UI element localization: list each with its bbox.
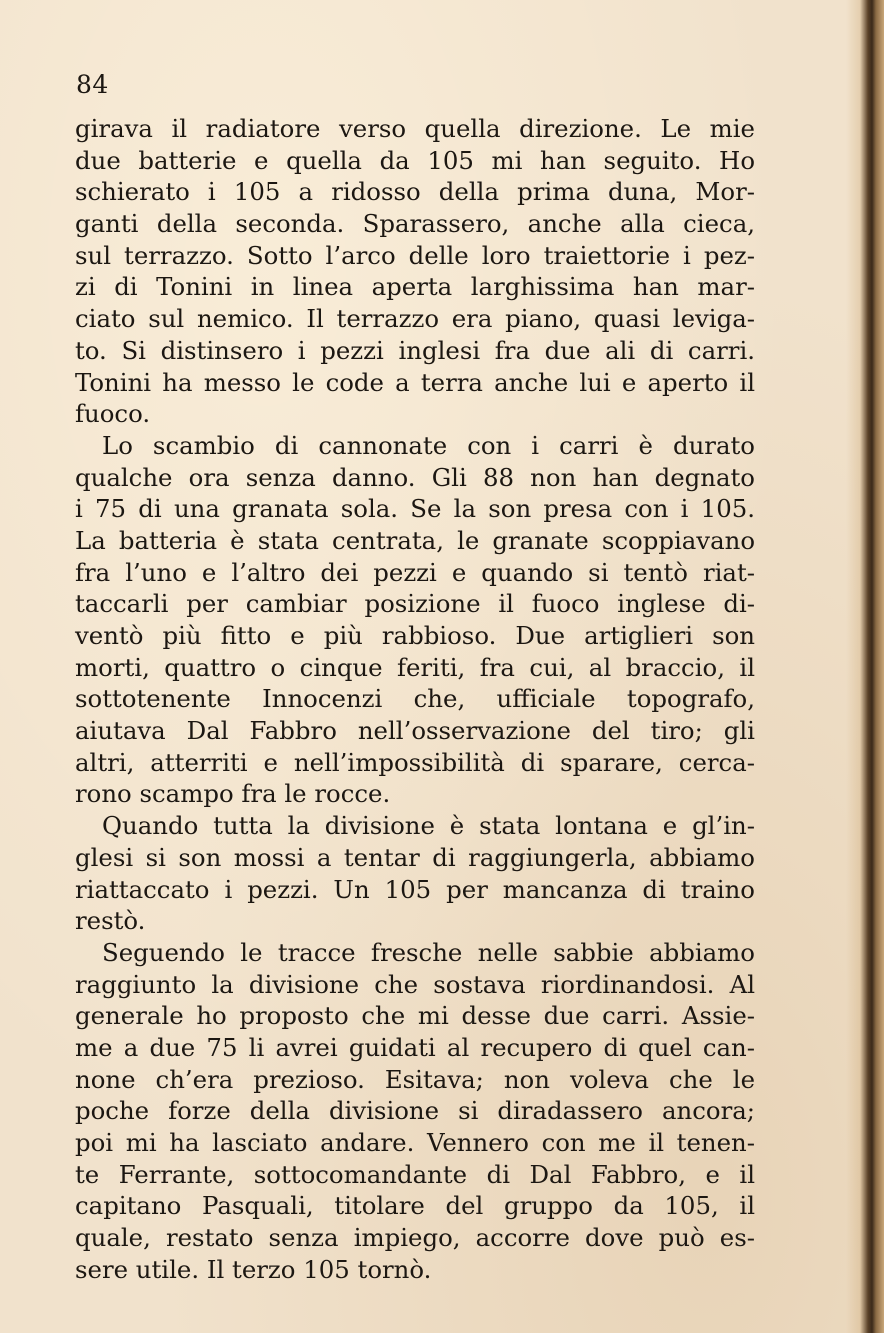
paragraph-start-line: Quando tutta la divisione è stata lontana e gl’in- <box>102 811 755 841</box>
text-line: i 75 di una granata sola. Se la son presa con i 105. <box>75 494 755 524</box>
text-line: capitano Pasquali, titolare del gruppo da 105, il <box>75 1191 755 1221</box>
text-line: poche forze della divisione si diradassero ancora; <box>75 1096 755 1126</box>
text-line: qualche ora senza danno. Gli 88 non han degnato <box>75 462 755 492</box>
paragraph-start-line: Seguendo le tracce fresche nelle sabbie abbiamo <box>102 937 755 967</box>
text-line: ciato sul nemico. Il terrazzo era piano, quasi leviga- <box>75 304 755 334</box>
text-line: girava il radiatore verso quella direzione. Le mie <box>75 114 755 143</box>
text-line: generale ho proposto che mi desse due carri. Assie- <box>75 1001 755 1031</box>
text-line: fra l’uno e l’altro dei pezzi e quando si tentò riat- <box>75 557 755 587</box>
text-line: sul terrazzo. Sotto l’arco delle loro traiettorie i pez- <box>75 240 755 270</box>
text-line: taccarli per cambiar posizione il fuoco inglese di- <box>75 589 755 619</box>
text-line: to. Si distinsero i pezzi inglesi fra due ali di carri. <box>75 335 755 365</box>
text-line: altri, atterriti e nell’impossibilità di sparare, cerca- <box>75 747 755 777</box>
text-line: Tonini ha messo le code a terra anche lui e aperto il <box>75 367 755 397</box>
text-line: aiutava Dal Fabbro nell’osservazione del tiro; gli <box>75 716 755 746</box>
page-number: 84 <box>76 70 109 99</box>
text-line: glesi si son mossi a tentar di raggiungerla, abbiamo <box>75 842 755 872</box>
text-line: none ch’era prezioso. Esitava; non voleva che le <box>75 1064 755 1094</box>
text-line: sere utile. Il terzo 105 tornò. <box>75 1254 432 1284</box>
text-line: ventò più fitto e più rabbioso. Due artiglieri son <box>75 621 755 650</box>
text-line: La batteria è stata centrata, le granate scoppiavano <box>75 525 755 555</box>
text-line: raggiunto la divisione che sostava riordinandosi. Al <box>75 969 755 999</box>
text-line: quale, restato senza impiego, accorre dove può es- <box>75 1223 755 1253</box>
text-line: restò. <box>75 906 146 936</box>
text-line: rono scampo fra le rocce. <box>75 779 391 809</box>
text-line: ganti della seconda. Sparassero, anche alla cieca, <box>75 209 755 239</box>
book-spine-shadow <box>846 0 884 1333</box>
text-line: morti, quattro o cinque feriti, fra cui, al braccio, il <box>75 652 755 682</box>
body-text <box>75 113 755 1285</box>
text-line: me a due 75 li avrei guidati al recupero di quel can- <box>75 1032 755 1062</box>
text-line: fuoco. <box>75 399 151 429</box>
paragraph-start-line: Lo scambio di cannonate con i carri è durato <box>102 430 755 460</box>
text-line: zi di Tonini in linea aperta larghissima han mar- <box>75 272 755 302</box>
text-line: riattaccato i pezzi. Un 105 per mancanza di traino <box>75 874 755 904</box>
text-line: sottotenente Innocenzi che, ufficiale topografo, <box>75 684 755 714</box>
text-line: due batterie e quella da 105 mi han seguito. Ho <box>75 145 755 175</box>
text-line: te Ferrante, sottocomandante di Dal Fabbro, e il <box>75 1159 755 1189</box>
text-line: schierato i 105 a ridosso della prima duna, Mor- <box>75 177 755 207</box>
text-line: poi mi ha lasciato andare. Vennero con me il tenen- <box>75 1128 755 1157</box>
